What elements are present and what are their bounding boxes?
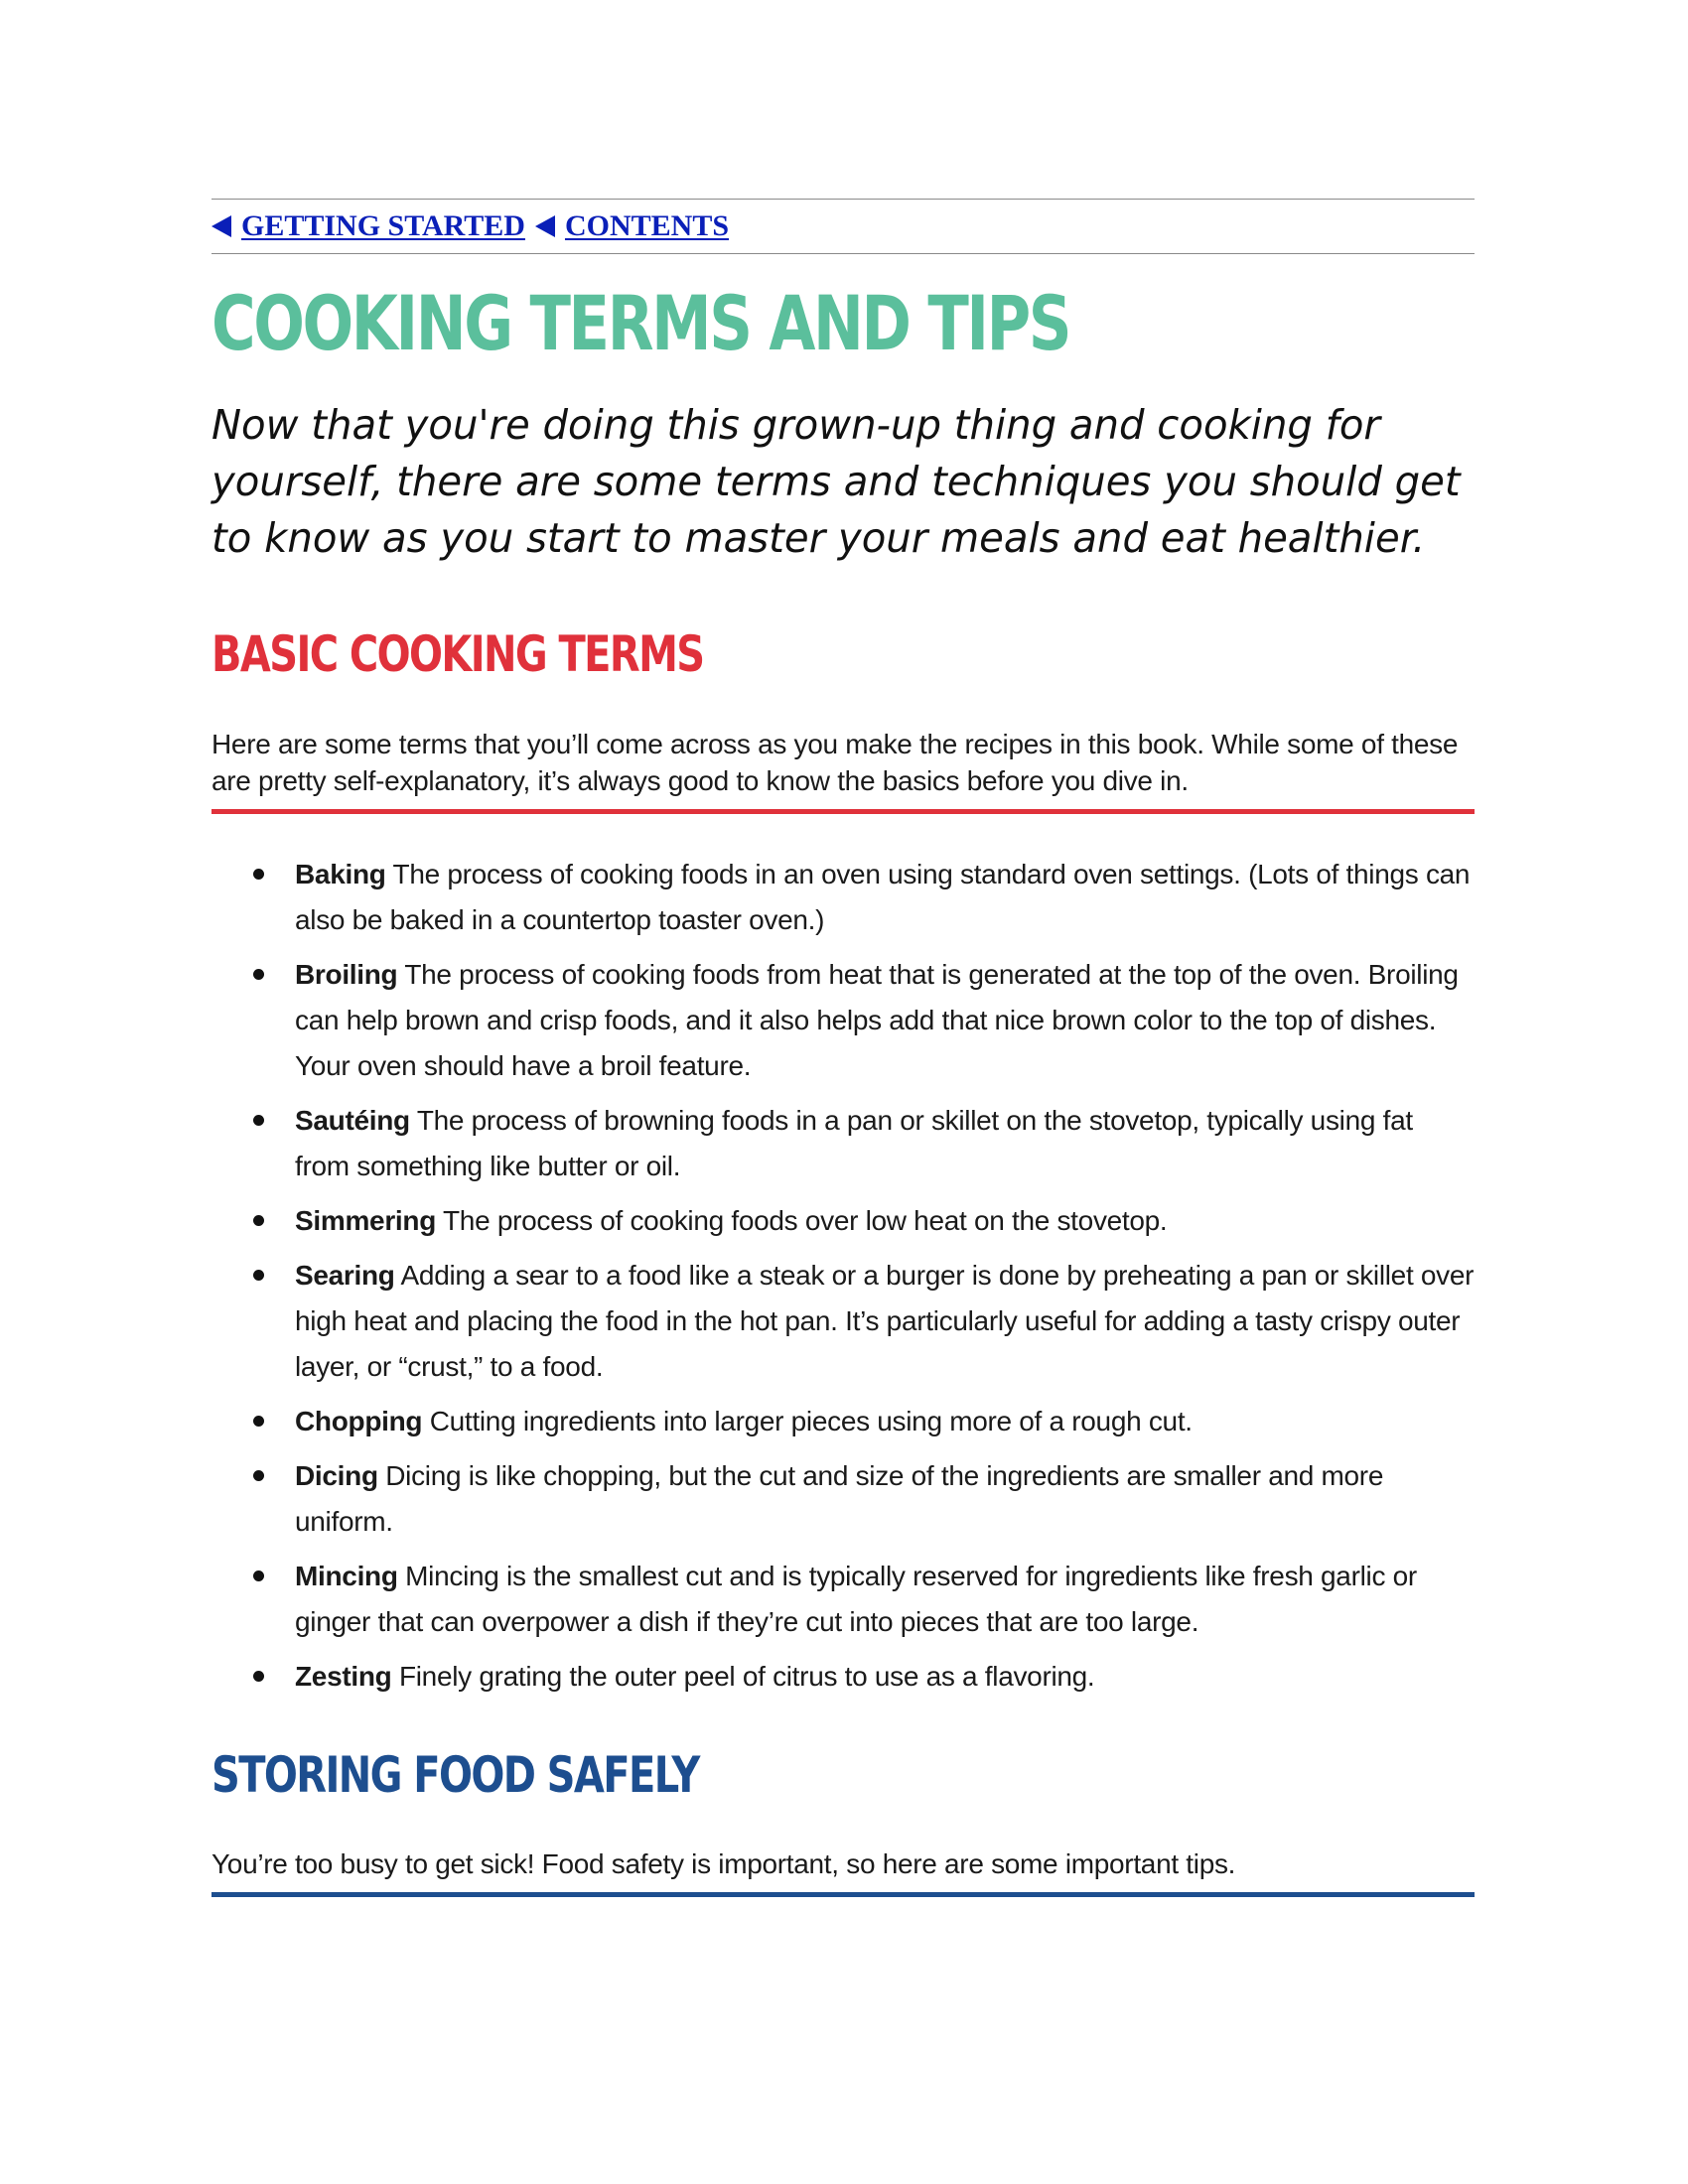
bullet-icon <box>253 969 264 980</box>
list-item <box>253 1453 1475 1545</box>
nav-bar <box>211 199 1475 254</box>
list-item <box>253 952 1475 1089</box>
bullet-icon <box>253 1671 264 1682</box>
cooking-terms-list <box>211 852 1475 1700</box>
bullet-icon <box>253 1570 264 1581</box>
bullet-icon <box>253 1470 264 1481</box>
nav-item-contents[interactable] <box>535 209 729 243</box>
term-name: Broiling <box>295 958 398 990</box>
term-definition: The process of cooking foods from heat that is generated at the top of the oven. Broiling can help brown and crisp foods, and it also helps add that nice brown color to the top of dishes. Your oven should have a broil feature. <box>295 958 1459 1081</box>
term-definition: Dicing is like chopping, but the cut and size of the ingredients are smaller and more uniform. <box>295 1459 1384 1537</box>
bullet-icon <box>253 1270 264 1281</box>
storing-food-safely-heading: STORING FOOD SAFELY <box>211 1745 699 1804</box>
list-item <box>253 1198 1475 1244</box>
page <box>211 199 1475 1897</box>
getting-started-link[interactable]: GETTING STARTED <box>241 209 525 242</box>
bullet-icon <box>253 1416 264 1427</box>
term-definition: The process of cooking foods in an oven using standard oven settings. (Lots of things can also be baked in a countertop toaster oven.) <box>295 858 1471 935</box>
term-definition: Adding a sear to a food like a steak or a burger is done by preheating a pan or skillet over high heat and placing the food in the hot pan. It’s particularly useful for adding a tasty crispy outer layer, or “crust,” to a food. <box>295 1259 1475 1382</box>
basic-cooking-terms-heading: BASIC COOKING TERMS <box>211 625 704 683</box>
intro-paragraph: Now that you're doing this grown-up thing and cooking for yourself, there are some terms and techniques you should get to know as you start to master your meals and eat healthier. <box>211 401 1461 562</box>
list-item <box>253 852 1475 943</box>
list-item <box>253 1654 1475 1700</box>
term-name: Chopping <box>295 1405 423 1436</box>
nav-item-getting-started[interactable] <box>211 209 525 243</box>
basic-terms-intro: Here are some terms that you’ll come across as you make the recipes in this book. While some of these are pretty self-explanatory, it’s always good to know the basics before you dive in. <box>211 726 1475 814</box>
term-name: Searing <box>295 1259 395 1291</box>
term-definition: The process of browning foods in a pan or skillet on the stovetop, typically using fat from something like butter or oil. <box>295 1104 1413 1181</box>
list-item <box>253 1399 1475 1444</box>
term-name: Baking <box>295 858 386 889</box>
list-item <box>253 1554 1475 1645</box>
bullet-icon <box>253 1215 264 1226</box>
term-definition: The process of cooking foods over low heat on the stovetop. <box>443 1204 1168 1236</box>
bullet-icon <box>253 1115 264 1126</box>
contents-link[interactable]: CONTENTS <box>564 209 730 242</box>
term-definition: Finely grating the outer peel of citrus to use as a flavoring. <box>398 1660 1095 1692</box>
term-name: Sautéing <box>295 1104 410 1136</box>
term-name: Zesting <box>295 1660 392 1692</box>
list-item <box>253 1098 1475 1189</box>
bullet-icon <box>253 869 264 880</box>
term-definition: Mincing is the smallest cut and is typically reserved for ingredients like fresh garlic or ginger that can overpower a dish if they’re cut into pieces that are too large. <box>295 1560 1417 1637</box>
term-name: Simmering <box>295 1204 437 1236</box>
list-item <box>253 1253 1475 1390</box>
term-name: Mincing <box>295 1560 398 1591</box>
term-definition: Cutting ingredients into larger pieces using more of a rough cut. <box>429 1405 1193 1436</box>
page-title: COOKING TERMS AND TIPS <box>211 279 1070 367</box>
left-triangle-icon <box>535 215 555 237</box>
storing-intro: You’re too busy to get sick! Food safety is important, so here are some important tips. <box>211 1845 1475 1897</box>
left-triangle-icon <box>211 215 231 237</box>
term-name: Dicing <box>295 1459 378 1491</box>
